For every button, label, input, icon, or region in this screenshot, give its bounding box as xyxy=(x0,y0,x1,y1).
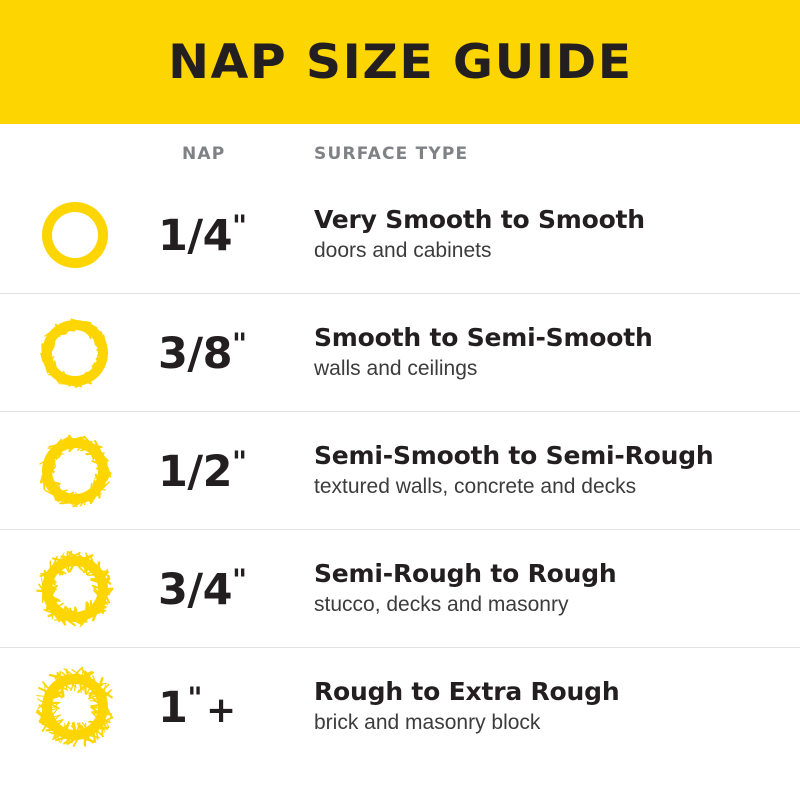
nap-size-value xyxy=(158,563,247,615)
surface-description: stucco, decks and masonry xyxy=(314,592,569,616)
roller-nap-ring-semi-smooth-icon xyxy=(27,305,123,401)
surface-title: Semi-Rough to Rough xyxy=(314,558,617,588)
roller-nap-ring-smooth-icon xyxy=(27,187,123,283)
nap-swatch-cell xyxy=(0,659,150,755)
surface-type-cell xyxy=(314,206,800,263)
nap-size-value xyxy=(158,445,247,497)
surface-title: Very Smooth to Smooth xyxy=(314,204,645,234)
nap-size-plus: + xyxy=(206,689,236,731)
surface-title: Smooth to Semi-Smooth xyxy=(314,322,653,352)
nap-swatch-cell xyxy=(0,187,150,283)
nap-size-number: 1/4 xyxy=(158,210,233,261)
nap-size-cell xyxy=(150,445,314,497)
roller-nap-ring-rough-icon xyxy=(27,541,123,637)
table-row xyxy=(0,530,800,648)
page-title: NAP SIZE GUIDE xyxy=(167,34,633,90)
table-row xyxy=(0,176,800,294)
nap-size-inch-mark: " xyxy=(187,680,203,715)
surface-type-cell xyxy=(314,442,800,499)
nap-size-cell xyxy=(150,327,314,379)
nap-size-inch-mark: " xyxy=(232,208,247,243)
surface-title: Rough to Extra Rough xyxy=(314,676,620,706)
nap-size-number: 3/8 xyxy=(158,328,233,379)
surface-description: walls and ceilings xyxy=(314,356,478,380)
nap-size-number: 1 xyxy=(158,682,188,733)
nap-size-value xyxy=(158,327,247,379)
roller-nap-ring-extra-rough-icon xyxy=(27,659,123,755)
nap-swatch-cell xyxy=(0,541,150,637)
nap-swatch-cell xyxy=(0,305,150,401)
nap-size-inch-mark: " xyxy=(232,326,247,361)
column-headers xyxy=(0,124,800,176)
surface-description: brick and masonry block xyxy=(314,710,541,734)
nap-rows xyxy=(0,176,800,765)
nap-size-number: 1/2 xyxy=(158,446,233,497)
column-header-surface-type: SURFACE TYPE xyxy=(314,144,469,164)
header-banner xyxy=(0,0,800,124)
table-row xyxy=(0,412,800,530)
surface-title: Semi-Smooth to Semi-Rough xyxy=(314,440,714,470)
surface-type-cell xyxy=(314,560,800,617)
column-header-nap: NAP xyxy=(182,144,226,164)
nap-size-inch-mark: " xyxy=(232,562,247,597)
nap-size-number: 3/4 xyxy=(158,564,233,615)
nap-size-cell xyxy=(150,681,314,733)
surface-type-cell xyxy=(314,678,800,735)
nap-swatch-cell xyxy=(0,423,150,519)
surface-description: textured walls, concrete and decks xyxy=(314,474,637,498)
surface-description: doors and cabinets xyxy=(314,238,492,262)
nap-size-inch-mark: " xyxy=(232,444,247,479)
nap-size-cell xyxy=(150,209,314,261)
table-row xyxy=(0,648,800,765)
nap-size-value xyxy=(158,681,236,733)
roller-nap-ring-semi-rough-icon xyxy=(27,423,123,519)
nap-size-value xyxy=(158,209,247,261)
nap-size-cell xyxy=(150,563,314,615)
surface-type-cell xyxy=(314,324,800,381)
table-row xyxy=(0,294,800,412)
